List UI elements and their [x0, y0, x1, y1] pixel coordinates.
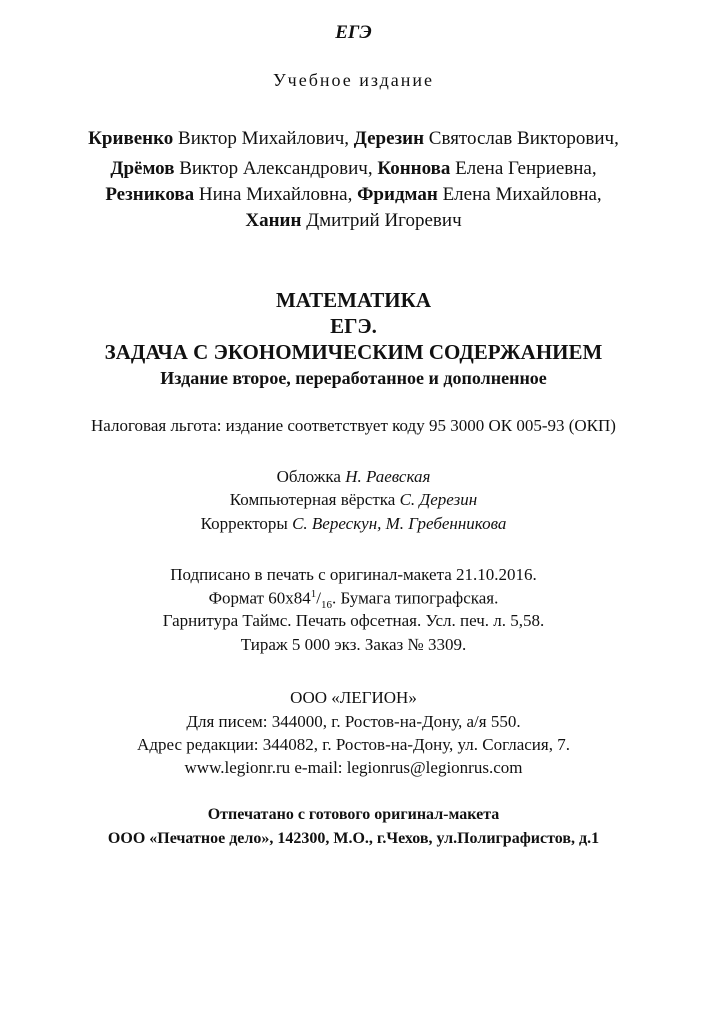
author-surname: Ханин — [245, 210, 302, 231]
author-surname: Дрёмов — [110, 158, 175, 179]
format-prefix: Формат 60x84 — [208, 588, 311, 608]
print-typeface: Гарнитура Таймс. Печать офсетная. Усл. печ. л. 5,58. — [162, 611, 545, 630]
publisher-web: www.legionr.ru e-mail: legionrus@legionrus.com — [184, 758, 523, 777]
credit-label: Компьютерная вёрстка — [229, 490, 396, 509]
authors-line-3 — [0, 184, 707, 206]
book-edition: Издание второе, переработанное и дополненное — [160, 368, 547, 388]
author-given: Дмитрий Игоревич — [306, 210, 462, 231]
author-given: Виктор Михайлович, — [178, 128, 350, 149]
tax-note: Налоговая льгота: издание соответствует коду 95 3000 ОК 005-93 (ОКП) — [91, 416, 616, 435]
credit-layout — [0, 490, 707, 510]
credit-name: Н. Раевская — [345, 467, 431, 486]
author-surname: Дерезин — [353, 128, 425, 149]
authors-line-2 — [0, 158, 707, 180]
credit-cover — [0, 467, 707, 487]
printer-name: ООО «Печатное дело», 142300, М.О., г.Чехов, ул.Полиграфистов, д.1 — [107, 830, 600, 847]
author-given: Елена Генриевна, — [455, 158, 597, 179]
format-sup: 1 — [310, 588, 317, 600]
print-signed: Подписано в печать с оригинал-макета 21.10.2016. — [170, 565, 537, 584]
print-run: Тираж 5 000 экз. Заказ № 3309. — [240, 635, 467, 654]
format-sub: 16 — [320, 599, 332, 612]
print-format — [0, 588, 707, 611]
authors-line-4 — [0, 210, 707, 232]
credit-name: С. Верескун, М. Гребенникова — [292, 514, 507, 533]
book-exam: ЕГЭ. — [330, 314, 377, 338]
author-given: Елена Михайловна, — [442, 184, 602, 205]
book-title: ЗАДАЧА С ЭКОНОМИЧЕСКИМ СОДЕРЖАНИЕМ — [104, 340, 603, 364]
format-suffix: . Бумага типографская. — [331, 588, 499, 608]
series-label: ЕГЭ — [335, 22, 372, 43]
credit-label: Корректоры — [200, 514, 288, 533]
credit-label: Обложка — [276, 467, 341, 486]
printer-note: Отпечатано с готового оригинал-макета — [207, 806, 500, 823]
publisher-name: ООО «ЛЕГИОН» — [290, 688, 417, 707]
author-given: Виктор Александрович, — [179, 158, 373, 179]
author-surname: Коннова — [377, 158, 451, 179]
author-given: Нина Михайловна, — [198, 184, 353, 205]
credit-proofreaders — [0, 514, 707, 534]
edition-type: Учебное издание — [272, 70, 435, 90]
author-surname: Резникова — [105, 184, 195, 205]
format-slash: / — [316, 588, 321, 608]
author-surname: Кривенко — [88, 128, 174, 149]
book-subject: МАТЕМАТИКА — [275, 288, 432, 312]
author-surname: Фридман — [357, 184, 438, 205]
author-given: Святослав Викторович, — [428, 128, 619, 149]
authors-line-1 — [0, 128, 707, 150]
credit-name: С. Дерезин — [399, 490, 478, 509]
publisher-mail: Для писем: 344000, г. Ростов-на-Дону, а/я 550. — [186, 712, 521, 731]
publisher-address: Адрес редакции: 344082, г. Ростов-на-Дону, ул. Согласия, 7. — [137, 735, 570, 754]
